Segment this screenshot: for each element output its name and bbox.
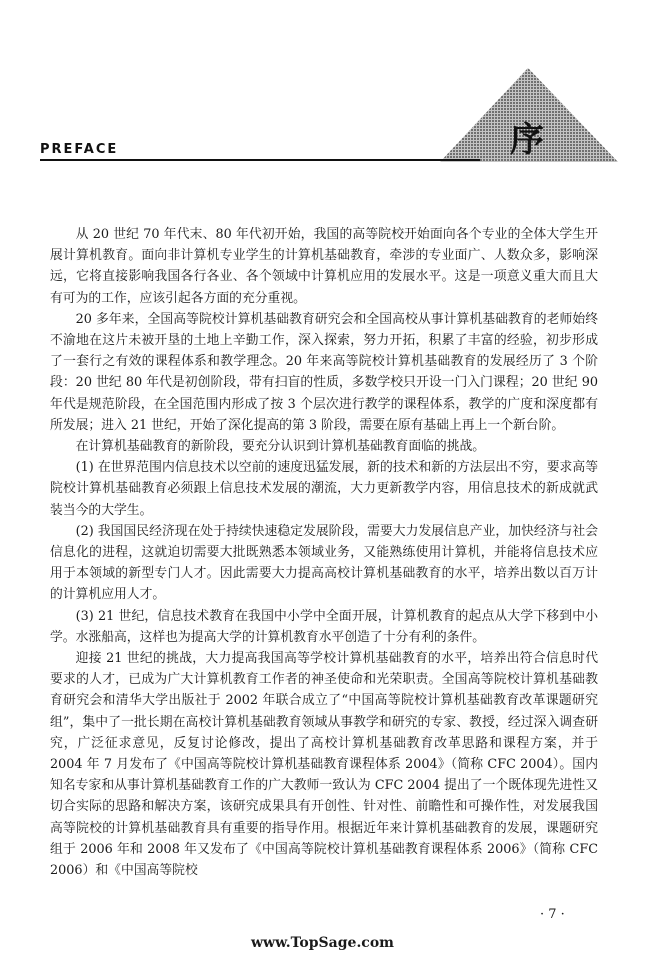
paragraph: 在计算机基础教育的新阶段，要充分认识到计算机基础教育面临的挑战。 bbox=[75, 439, 486, 455]
paragraph: (2) 我国国民经济现在处于持续快速稳定发展阶段，需要大力发展信息产业，加快经济与社会信息化的进程，这就迫切需要大批既熟悉本领域业务，又能熟练使用计算机，并能将信息技术应用于本领域的新型专门人才。因此需要大力提高高校计算机基础教育的水平，培养出数以百万计的计算机应用人才。 bbox=[50, 523, 598, 603]
header-rule bbox=[40, 159, 480, 161]
paragraph: 从 20 世纪 70 年代末、80 年代初开始，我国的高等院校开始面向各个专业的全体大学生开展计算机教育。面向非计算机专业学生的计算机基础教育，牵涉的专业面广、人数众多，影响深远，它将直接影响我国各行各业、各个领域中计算机应用的发展水平。这是一项意义重大而且大有可为的工作，应该引起各方面的充分重视。 bbox=[50, 227, 598, 306]
paragraph: 20 多年来，全国高等院校计算机基础教育研究会和全国高校从事计算机基础教育的老师始终不渝地在这片未被开垦的土地上辛勤工作，深入探索，努力开拓，积累了丰富的经验，初步形成了一套行之有效的课程体系和教学理念。20 年来高等院校计算机基础教育的发展经历了 3 个阶段：20 世纪 80 年代是初创阶段，带有扫盲的性质，多数学校只开设一门入门课程；20 世纪 90 年代是规范阶段，在全国范围内形成了按 3 个层次进行教学的课程体系，教学的广度和深度都有所发展；进入 21 世纪，开始了深化提高的第 3 阶段，需要在原有基础上再上一个新台阶。 bbox=[50, 311, 598, 433]
preface-label: PREFACE bbox=[40, 142, 119, 157]
chapter-character: 序 bbox=[510, 120, 544, 160]
paragraph: 迎接 21 世纪的挑战，大力提高我国高等学校计算机基础教育的水平，培养出符合信息时代要求的人才，已成为广大计算机教育工作者的神圣使命和光荣职责。全国高等院校计算机基础教育研究会和清华大学出版社于 2002 年联合成立了“中国高等院校计算机基础教育改革课题研究组”，集中了一批长期在高校计算机基础教育领域从事教学和研究的专家、教授，经过深入调查研究，广泛征求意见，反复讨论修改，提出了高校计算机基础教育改革思路和课程方案，并于 2004 年 7 月发布了《中国高等院校计算机基础教育课程体系 2004》（简称 CFC 2004）。国内知名专家和从事计算机基础教育工作的广大教师一致认为 CFC 2004 提出了一个既体现先进性又切合实际的思路和解决方案，该研究成果具有开创性、针对性、前瞻性和可操作性，对发展我国高等院校的计算机基础教育具有重要的指导作用。根据近年来计算机基础教育的发展，课题研究组于 2006 年和 2008 年又发布了《中国高等院校计算机基础教育课程体系 2006》（简称 CFC 2006）和《中国高等院校 bbox=[50, 651, 598, 879]
paragraph: (3) 21 世纪，信息技术教育在我国中小学中全面开展，计算机教育的起点从大学下移到中小学。水涨船高，这样也为提高大学的计算机教育水平创造了十分有利的条件。 bbox=[50, 608, 598, 645]
preface-body bbox=[50, 224, 598, 881]
paragraph: (1) 在世界范围内信息技术以空前的速度迅猛发展，新的技术和新的方法层出不穷，要求高等院校计算机基础教育必须跟上信息技术发展的潮流，大力更新教学内容，用信息技术的新成就武装当今的大学生。 bbox=[50, 460, 598, 518]
page-header bbox=[0, 0, 645, 175]
page-number: · 7 · bbox=[540, 907, 565, 922]
footer-url: www.TopSage.com bbox=[251, 935, 394, 951]
